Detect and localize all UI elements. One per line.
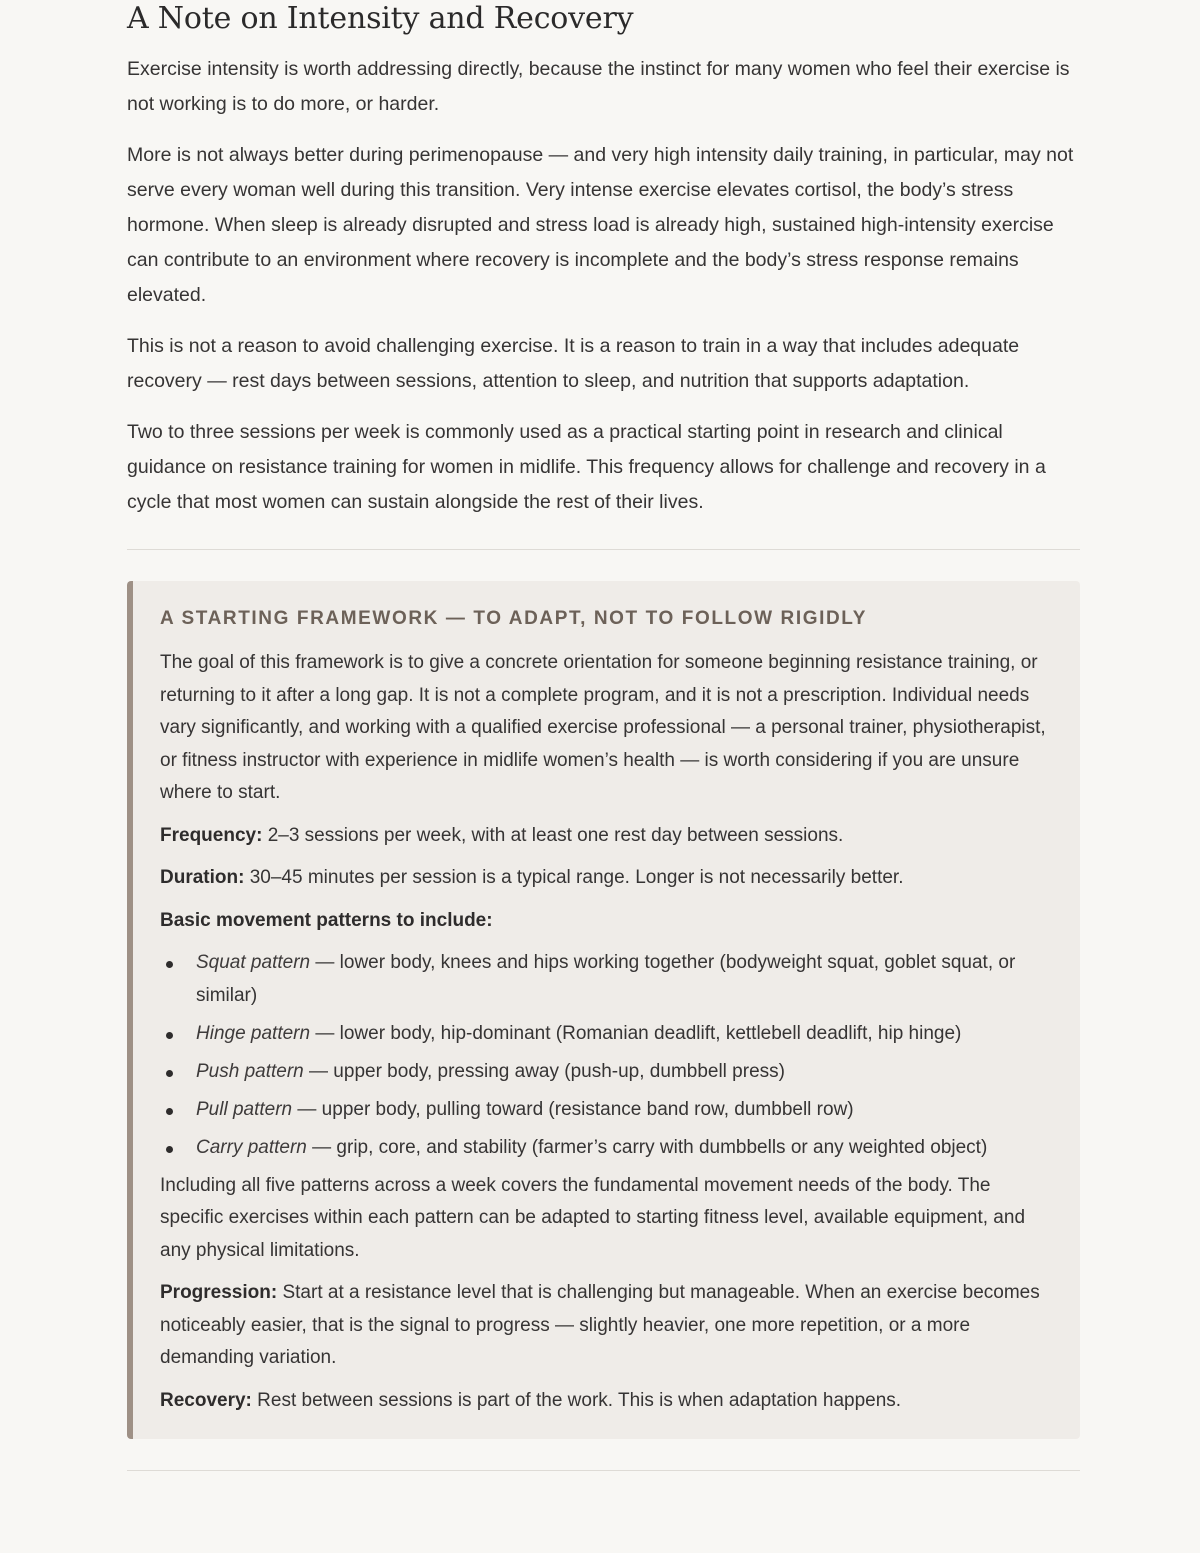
callout-heading: A STARTING FRAMEWORK — TO ADAPT, NOT TO FOLLOW RIGIDLY — [160, 608, 868, 629]
pattern-name: Hinge pattern — [196, 1022, 311, 1044]
paragraph-frequency: Two to three sessions per week is commonly used as a practical starting point in research and clinical guidance on resistance training for women in midlife. This frequency allows for challenge and recovery in a cycle that most women can sustain alongside the rest of their lives. — [127, 421, 1046, 513]
pattern-name: Carry pattern — [196, 1136, 307, 1158]
pattern-name: Push pattern — [196, 1060, 304, 1082]
recovery-text: Rest between sessions is part of the work. This is when adaptation happens. — [251, 1389, 902, 1411]
paragraph-recovery: This is not a reason to avoid challenging exercise. It is a reason to train in a way that includes adequate recovery — rest days between sessions, attention to sleep, and nutrition that supports adaptation. — [127, 335, 1020, 392]
duration-text: 30–45 minutes per session is a typical range. Longer is not necessarily better. — [244, 867, 904, 888]
paragraph-intensity: Exercise intensity is worth addressing directly, because the instinct for many women who feel their exercise is not working is to do more, or harder. — [127, 58, 1070, 115]
list-item-carry — [160, 1132, 1052, 1165]
progression-label: Progression: — [160, 1282, 278, 1303]
callout-intro: The goal of this framework is to give a concrete orientation for someone beginning resistance training, or returning to it after a long gap. It is not a complete program, and it is not a prescription. Individual needs vary significantly, and working with a qualified exercise professional — a personal trainer, physiotherapist, or fitness instructor with experience in midlife women’s health — is worth considering if you are unsure where to start. — [160, 652, 1046, 803]
progression-line — [160, 1277, 1052, 1375]
list-item-hinge — [160, 1018, 1052, 1051]
list-item-squat — [160, 947, 1052, 1012]
patterns-label: Basic movement patterns to include: — [160, 909, 493, 931]
list-item-push — [160, 1056, 1052, 1089]
frequency-text: 2–3 sessions per week, with at least one rest day between sessions. — [262, 824, 844, 846]
pattern-description: — lower body, hip-dominant (Romanian deadlift, kettlebell deadlift, hip hinge) — [310, 1022, 962, 1044]
patterns-label-line — [160, 905, 1052, 938]
list-item-pull — [160, 1094, 1052, 1127]
duration-label: Duration: — [160, 867, 245, 888]
patterns-note: Including all five patterns across a week covers the fundamental movement needs of the body. The specific exercises within each pattern can be adapted to starting fitness level, available equipment, and any physical limitations. — [160, 1174, 1026, 1261]
section-divider — [127, 549, 1080, 550]
movement-patterns-list — [160, 947, 1052, 1164]
pattern-name: Squat pattern — [196, 952, 311, 973]
pattern-description: — lower body, knees and hips working together (bodyweight squat, goblet squat, or similar) — [196, 952, 1016, 1006]
frequency-line — [160, 820, 1052, 853]
recovery-label: Recovery: — [160, 1389, 252, 1411]
pattern-name: Pull pattern — [196, 1098, 293, 1120]
frequency-label: Frequency: — [160, 824, 263, 846]
bottom-divider — [127, 1470, 1080, 1471]
progression-text: Start at a resistance level that is challenging but manageable. When an exercise becomes noticeably easier, that is the signal to progress — slightly heavier, one more repetition, or a more demanding variation. — [160, 1282, 1040, 1368]
framework-callout — [127, 581, 1080, 1439]
pattern-description: — grip, core, and stability (farmer’s carry with dumbbells or any weighted object) — [306, 1136, 988, 1158]
duration-line — [160, 862, 1052, 895]
article-page — [127, 0, 1080, 1471]
pattern-description: — upper body, pressing away (push-up, dumbbell press) — [303, 1060, 785, 1082]
recovery-line — [160, 1385, 1052, 1418]
pattern-description: — upper body, pulling toward (resistance band row, dumbbell row) — [292, 1098, 854, 1120]
paragraph-perimenopause: More is not always better during perimenopause — and very high intensity daily training, in particular, may not serve every woman well during this transition. Very intense exercise elevates cortisol, the body’s stress hormone. When sleep is already disrupted and stress load is already high, sustained high-intensity exercise can contribute to an environment where recovery is incomplete and the body’s stress response remains elevated. — [127, 144, 1074, 306]
section-title: A Note on Intensity and Recovery — [127, 1, 634, 36]
